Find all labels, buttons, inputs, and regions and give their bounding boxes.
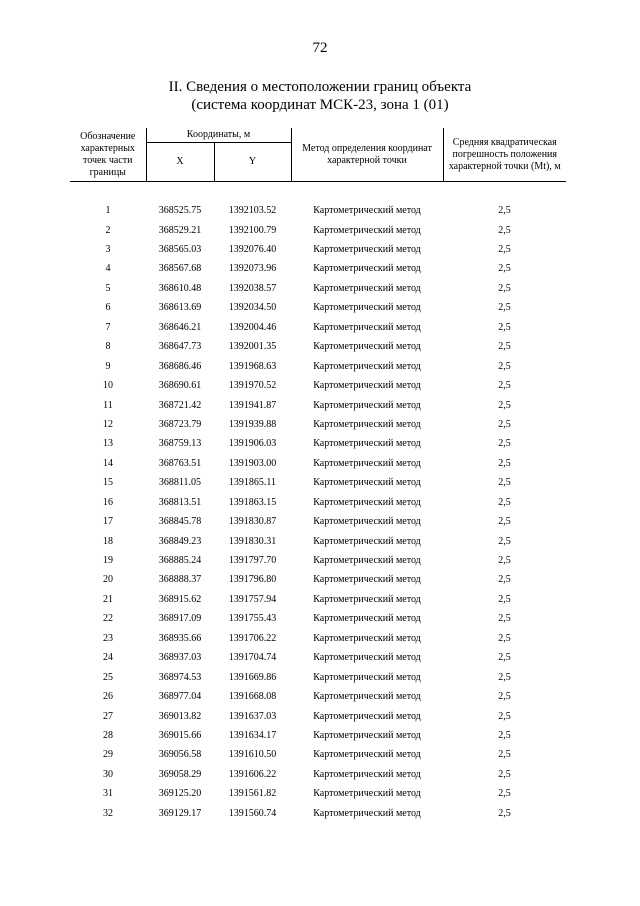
cell-error: 2,5 [498,593,511,605]
cell-method: Картометрический метод [313,768,421,780]
cell-point-number: 11 [103,399,113,411]
table-row [70,707,566,726]
cell-x: 368763.51 [158,457,202,469]
cell-x: 368565.03 [158,244,202,256]
cell-point-number: 13 [103,438,113,450]
cell-y: 1391796.80 [228,574,277,586]
header-y: Y [214,143,291,182]
table-row [70,221,566,240]
cell-point-number: 22 [103,613,113,625]
cell-point-number: 17 [103,516,113,528]
table-row [70,493,566,512]
cell-y: 1391865.11 [228,477,277,489]
cell-error: 2,5 [498,418,511,430]
cell-y: 1392038.57 [228,282,277,294]
cell-method: Картометрический метод [313,555,421,567]
cell-method: Картометрический метод [313,788,421,800]
cell-x: 368610.48 [158,282,202,294]
table-row [70,610,566,629]
cell-error: 2,5 [498,321,511,333]
cell-x: 368721.42 [158,399,202,411]
cell-y: 1392073.96 [228,263,277,275]
title-line-1: II. Сведения о местоположении границ объекта [168,79,472,95]
cell-point-number: 30 [103,768,113,780]
cell-y: 1391755.43 [228,613,277,625]
cell-method: Картометрический метод [313,535,421,547]
table-row [70,746,566,765]
cell-error: 2,5 [498,632,511,644]
cell-y: 1391637.03 [228,710,277,722]
cell-point-number: 32 [103,807,113,819]
cell-x: 368888.37 [158,574,202,586]
cell-y: 1391560.74 [228,807,277,819]
table-row [70,279,566,298]
cell-error: 2,5 [498,768,511,780]
cell-method: Картометрический метод [313,263,421,275]
cell-x: 368915.62 [158,593,202,605]
cell-point-number: 18 [103,535,113,547]
cell-method: Картометрический метод [313,477,421,489]
header-x: X [146,143,214,182]
cell-x: 368937.03 [158,652,202,664]
cell-x: 368647.73 [158,341,202,353]
cell-method: Картометрический метод [313,496,421,508]
cell-x: 369125.20 [158,788,202,800]
cell-error: 2,5 [498,438,511,450]
cell-error: 2,5 [498,652,511,664]
cell-x: 368917.09 [158,613,202,625]
cell-x: 368567.68 [158,263,202,275]
cell-y: 1391757.94 [228,593,277,605]
cell-error: 2,5 [498,691,511,703]
cell-error: 2,5 [498,457,511,469]
cell-y: 1391830.31 [228,535,277,547]
cell-y: 1391706.22 [228,632,277,644]
cell-error: 2,5 [498,360,511,372]
cell-method: Картометрический метод [313,205,421,217]
table-row [70,260,566,279]
cell-y: 1391668.08 [228,691,277,703]
cell-y: 1392100.79 [228,224,277,236]
table-row [70,435,566,454]
cell-y: 1392076.40 [228,244,277,256]
cell-x: 368935.66 [158,632,202,644]
cell-method: Картометрический метод [313,438,421,450]
cell-x: 368690.61 [158,380,202,392]
table-row [70,590,566,609]
cell-point-number: 14 [103,457,113,469]
cell-method: Картометрический метод [313,613,421,625]
cell-error: 2,5 [498,788,511,800]
cell-point-number: 25 [103,671,113,683]
table-row [70,687,566,706]
cell-method: Картометрический метод [313,729,421,741]
cell-method: Картометрический метод [313,593,421,605]
cell-point-number: 9 [105,360,111,372]
cell-y: 1391606.22 [228,768,277,780]
cell-point-number: 20 [103,574,113,586]
cell-y: 1391863.15 [228,496,277,508]
cell-point-number: 31 [103,788,113,800]
cell-point-number: 6 [105,302,111,314]
cell-point-number: 26 [103,691,113,703]
cell-method: Картометрический метод [313,749,421,761]
cell-error: 2,5 [498,244,511,256]
cell-error: 2,5 [498,729,511,741]
cell-error: 2,5 [498,710,511,722]
cell-point-number: 5 [105,282,111,294]
cell-x: 368686.46 [158,360,202,372]
cell-x: 368849.23 [158,535,202,547]
table-row [70,299,566,318]
cell-point-number: 19 [103,555,113,567]
table-row [70,668,566,687]
table-row [70,629,566,648]
cell-x: 369015.66 [158,729,202,741]
cell-x: 368977.04 [158,691,202,703]
cell-point-number: 7 [105,321,111,333]
cell-x: 368525.75 [158,205,202,217]
cell-y: 1391669.86 [228,671,277,683]
cell-error: 2,5 [498,380,511,392]
table-row [70,415,566,434]
cell-x: 368813.51 [158,496,202,508]
cell-point-number: 1 [105,205,111,217]
cell-method: Картометрический метод [313,652,421,664]
cell-point-number: 15 [103,477,113,489]
cell-y: 1391906.03 [228,438,277,450]
cell-y: 1391797.70 [228,555,277,567]
table-row [70,396,566,415]
cell-point-number: 8 [105,341,111,353]
cell-x: 369013.82 [158,710,202,722]
cell-error: 2,5 [498,341,511,353]
cell-x: 369129.17 [158,807,202,819]
cell-point-number: 16 [103,496,113,508]
table-row [70,318,566,337]
cell-y: 1392004.46 [228,321,277,333]
title-line-2: (система координат МСК-23, зона 1 (01) [191,97,449,113]
cell-point-number: 27 [103,710,113,722]
cell-error: 2,5 [498,496,511,508]
cell-method: Картометрический метод [313,282,421,294]
cell-y: 1391634.17 [228,729,277,741]
coordinates-table [70,128,566,823]
cell-x: 368646.21 [158,321,202,333]
cell-y: 1391941.87 [228,399,277,411]
table-row [70,649,566,668]
cell-x: 368759.13 [158,438,202,450]
cell-method: Картометрический метод [313,710,421,722]
cell-point-number: 3 [105,244,111,256]
cell-point-number: 28 [103,729,113,741]
page-title [0,78,640,114]
cell-point-number: 21 [103,593,113,605]
cell-method: Картометрический метод [313,418,421,430]
cell-y: 1391903.00 [228,457,277,469]
table-row [70,726,566,745]
cell-y: 1391939.88 [228,418,277,430]
cell-point-number: 4 [105,263,111,275]
cell-error: 2,5 [498,399,511,411]
cell-y: 1391968.63 [228,360,277,372]
cell-point-number: 23 [103,632,113,644]
cell-y: 1391561.82 [228,788,277,800]
cell-x: 369058.29 [158,768,202,780]
cell-error: 2,5 [498,224,511,236]
cell-error: 2,5 [498,671,511,683]
cell-error: 2,5 [498,205,511,217]
table-row [70,474,566,493]
cell-x: 368529.21 [158,224,202,236]
cell-method: Картометрический метод [313,302,421,314]
table-row [70,240,566,259]
cell-method: Картометрический метод [313,399,421,411]
cell-method: Картометрический метод [313,360,421,372]
table-row [70,376,566,395]
table-row [70,532,566,551]
cell-point-number: 24 [103,652,113,664]
cell-y: 1392034.50 [228,302,277,314]
cell-error: 2,5 [498,302,511,314]
table-header [70,128,566,182]
cell-error: 2,5 [498,574,511,586]
table-row [70,512,566,531]
table-row [70,551,566,570]
cell-point-number: 29 [103,749,113,761]
cell-y: 1392103.52 [228,205,277,217]
cell-y: 1392001.35 [228,341,277,353]
cell-method: Картометрический метод [313,632,421,644]
cell-point-number: 10 [103,380,113,392]
table-row [70,804,566,823]
cell-method: Картометрический метод [313,807,421,819]
cell-error: 2,5 [498,749,511,761]
header-coordinates: Координаты, м [146,128,291,143]
cell-method: Картометрический метод [313,516,421,528]
cell-error: 2,5 [498,477,511,489]
cell-method: Картометрический метод [313,244,421,256]
table-row [70,338,566,357]
cell-y: 1391830.87 [228,516,277,528]
table-row [70,785,566,804]
cell-error: 2,5 [498,263,511,275]
header-method: Метод определения координат характерной точки [291,128,443,182]
table-spacer [70,182,566,202]
header-error: Средняя квадратическая погрешность положения характерной точки (Mt), м [443,128,566,182]
cell-method: Картометрический метод [313,341,421,353]
cell-point-number: 12 [103,418,113,430]
cell-x: 368974.53 [158,671,202,683]
cell-method: Картометрический метод [313,380,421,392]
table-row [70,571,566,590]
cell-x: 368723.79 [158,418,202,430]
cell-x: 369056.58 [158,749,202,761]
cell-method: Картометрический метод [313,691,421,703]
cell-y: 1391970.52 [228,380,277,392]
cell-method: Картометрический метод [313,321,421,333]
cell-method: Картометрический метод [313,224,421,236]
cell-x: 368811.05 [158,477,202,489]
table-row [70,765,566,784]
page-number: 72 [312,40,328,56]
header-point: Обозначение характерных точек части границы [70,128,146,182]
cell-method: Картометрический метод [313,574,421,586]
cell-point-number: 2 [105,224,111,236]
cell-error: 2,5 [498,613,511,625]
cell-error: 2,5 [498,807,511,819]
cell-y: 1391704.74 [228,652,277,664]
cell-x: 368885.24 [158,555,202,567]
table-body [70,182,566,824]
table-row [70,201,566,220]
table-row [70,357,566,376]
cell-method: Картометрический метод [313,671,421,683]
cell-y: 1391610.50 [228,749,277,761]
cell-method: Картометрический метод [313,457,421,469]
cell-error: 2,5 [498,555,511,567]
cell-x: 368613.69 [158,302,202,314]
cell-error: 2,5 [498,516,511,528]
cell-x: 368845.78 [158,516,202,528]
cell-error: 2,5 [498,282,511,294]
table-row [70,454,566,473]
cell-error: 2,5 [498,535,511,547]
